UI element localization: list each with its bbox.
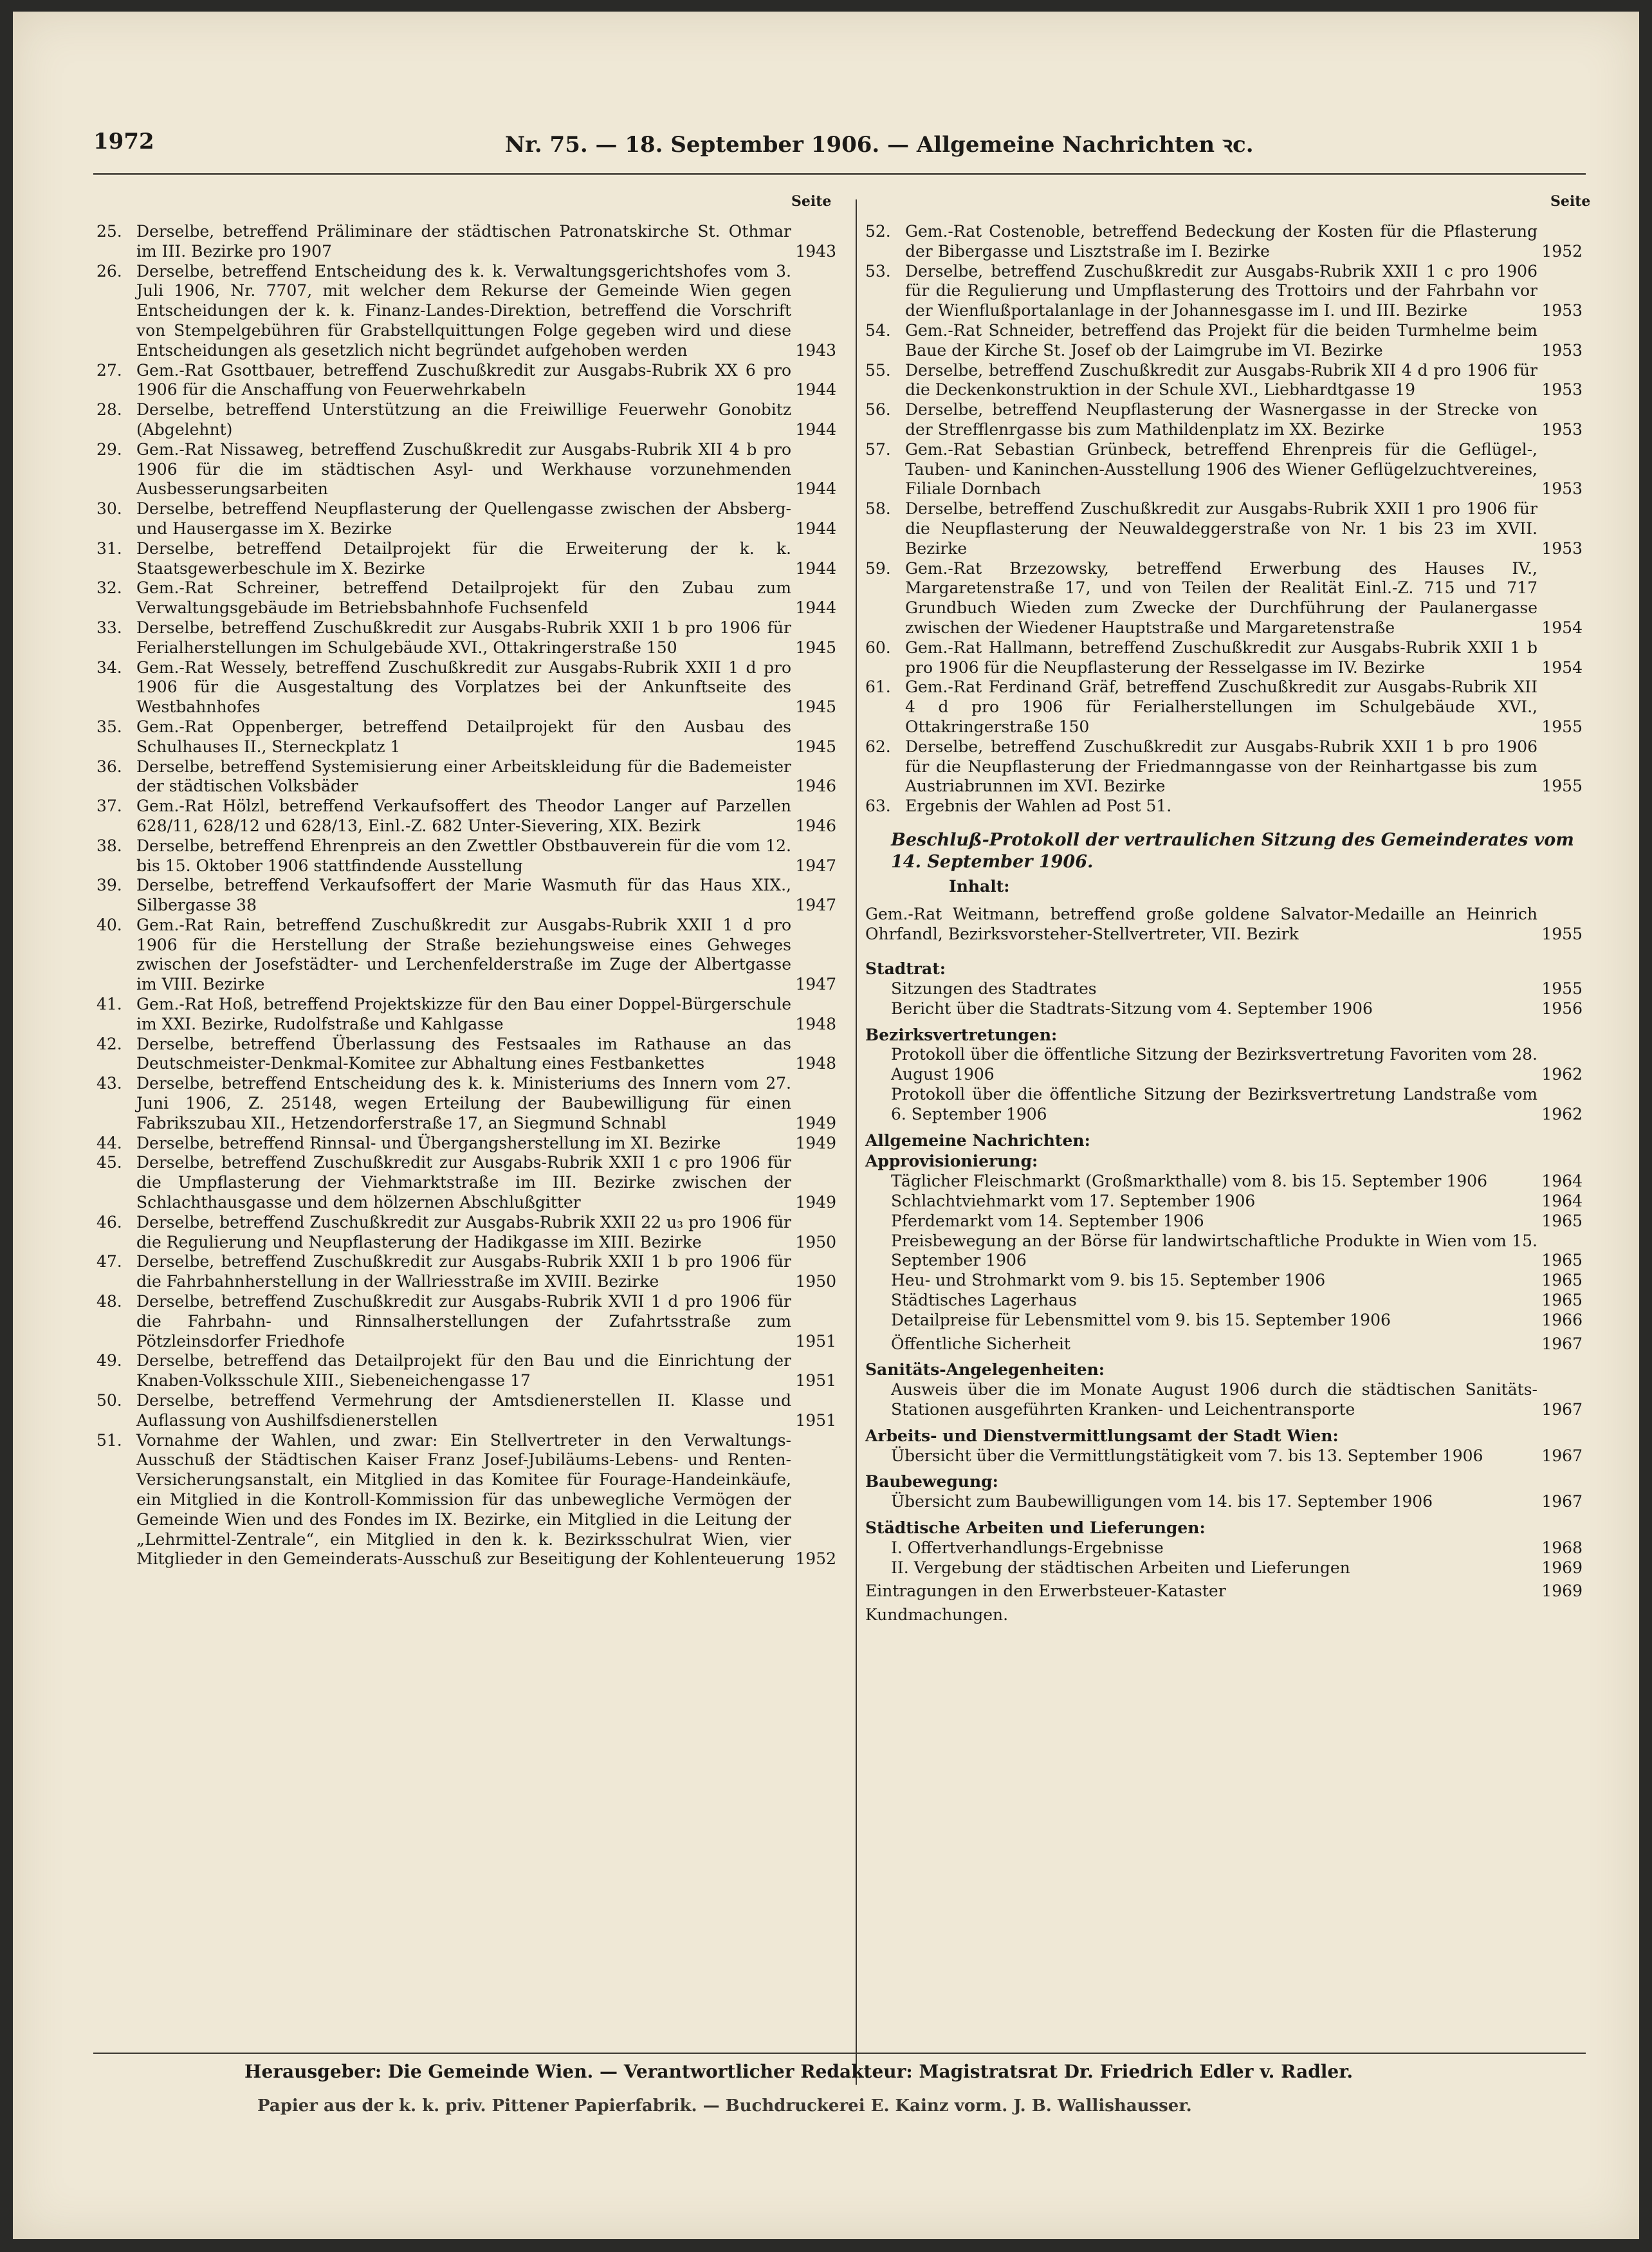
- sicherheit-item: [865, 1334, 1583, 1354]
- bezirk-item: [865, 1045, 1583, 1085]
- toc-entry-text: Derselbe, betreffend Zuschußkredit zur Ausgabs-Rubrik XXII 1 b pro 1906 für die Neupflasterung der Friedmanngasse von der Reinhartgasse bis zum Austriabrunnen im XVI. Bezirke: [905, 737, 1537, 796]
- toc-entry-text: Gem.-Rat Hoß, betreffend Projektskizze für den Bau einer Doppel-Bürgerschule im XXI. Bezirke, Rudolfstraße und Kahlgasse: [136, 995, 791, 1033]
- toc-entry-page: 1944: [795, 479, 836, 499]
- toc-entry: [865, 499, 1583, 558]
- kundmachungen-text: Kundmachungen.: [865, 1605, 1009, 1625]
- approv-item-page: 1965: [1541, 1291, 1583, 1310]
- toc-entry-number: 48.: [96, 1292, 122, 1311]
- toc-entry-page: 1951: [795, 1410, 836, 1430]
- toc-entry-text: Ergebnis der Wahlen ad Post 51.: [905, 797, 1172, 816]
- toc-entry: [96, 1391, 836, 1431]
- toc-entry-text: Derselbe, betreffend Entscheidung des k. k. Verwaltungsgerichtshofes vom 3. Juli 1906, Nr. 7707, mit welcher dem Rekurse der Gemeinde Wien gegen Entscheidungen der k. k. Finanz-Landes-Direktion, betreffend die Vorschrift von Stempelgebühren für Grabstellquittungen Folge gegeben wird und diese Entscheidungen als gesetzlich nicht begründet aufgehoben werden: [136, 261, 791, 360]
- toc-entry-text: Gem.-Rat Rain, betreffend Zuschußkredit zur Ausgabs-Rubrik XXII 1 d pro 1906 für die Herstellung der Straße beziehungsweise eines Gehweges zwischen der Josefstädter- und Lerchenfelderstraße im Zuge der Albertgasse im VIII. Bezirke: [136, 915, 791, 994]
- toc-entry: [96, 1134, 836, 1154]
- toc-entry-number: 43.: [96, 1074, 122, 1093]
- toc-entry-page: 1953: [1541, 479, 1583, 499]
- approv-item: [865, 1271, 1583, 1291]
- toc-entry-page: 1949: [795, 1193, 836, 1212]
- toc-entry-text: Gem.-Rat Costenoble, betreffend Bedeckung der Kosten für die Pflasterung der Bibergasse und Lisztstraße im I. Bezirke: [905, 222, 1537, 261]
- sanitaet-item: [865, 1380, 1583, 1420]
- stadtrat-heading: Stadtrat:: [865, 959, 946, 979]
- page-header: [93, 129, 1586, 167]
- toc-entry: [865, 440, 1583, 499]
- toc-entry-page: 1953: [1541, 340, 1583, 360]
- toc-entry-page: 1948: [795, 1014, 836, 1033]
- sanitaet-heading: Sanitäts-Angelegenheiten:: [865, 1360, 1105, 1380]
- toc-entry-page: 1944: [795, 598, 836, 618]
- toc-entry-page: 1954: [1541, 618, 1583, 637]
- toc-entry: [96, 1035, 836, 1075]
- toc-entry-number: 58.: [865, 499, 891, 519]
- sanitaet-text: Ausweis über die im Monate August 1906 durch die städtischen Sanitäts-Stationen ausgeführten Kranken- und Leichentransporte: [891, 1380, 1537, 1419]
- toc-entry: [865, 222, 1583, 262]
- bau-page: 1967: [1541, 1492, 1583, 1511]
- toc-entry: [96, 876, 836, 916]
- staedt-item: [865, 1558, 1583, 1578]
- toc-entry-number: 52.: [865, 222, 891, 241]
- staedt-item: [865, 1538, 1583, 1558]
- bezirk-item-page: 1962: [1541, 1104, 1583, 1123]
- toc-entry-page: 1946: [795, 816, 836, 835]
- staedt-item-text: II. Vergebung der städtischen Arbeiten und Lieferungen: [891, 1558, 1350, 1577]
- approv-item-page: 1965: [1541, 1251, 1583, 1270]
- toc-entry-text: Derselbe, betreffend Zuschußkredit zur Ausgabs-Rubrik XXII 1 c pro 1906 für die Umpflasterung der Viehmarktstraße im III. Bezirke zwischen der Schlachthausgasse und dem hölzernen Abschlußgitter: [136, 1153, 791, 1212]
- toc-entry-page: 1954: [1541, 658, 1583, 677]
- toc-entry-text: Gem.-Rat Sebastian Grünbeck, betreffend Ehrenpreis für die Geflügel-, Tauben- und Kaninchen-Ausstellung 1906 des Wiener Geflügelzuchtvereines, Filiale Dornbach: [905, 439, 1537, 499]
- page-number: 1972: [93, 129, 154, 154]
- toc-entry-text: Derselbe, betreffend Zuschußkredit zur Ausgabs-Rubrik XXII 1 pro 1906 für die Neupflasterung der Neuwaldeggerstraße von Nr. 1 bis 23 im XVII. Bezirke: [905, 499, 1537, 558]
- toc-entry-number: 31.: [96, 539, 122, 558]
- toc-entry-text: Gem.-Rat Hallmann, betreffend Zuschußkredit zur Ausgabs-Rubrik XXII 1 b pro 1906 für die Neupflasterung der Resselgasse im IV. Bezirke: [905, 638, 1537, 677]
- toc-entry-number: 34.: [96, 658, 122, 677]
- toc-entry: [865, 559, 1583, 638]
- toc-entry-number: 59.: [865, 558, 891, 578]
- footer-rule: [93, 2053, 1586, 2054]
- approv-item: [865, 1232, 1583, 1271]
- approv-item-text: Schlachtviehmarkt vom 17. September 1906: [891, 1192, 1256, 1211]
- bau-item: [865, 1492, 1583, 1512]
- toc-entry-number: 63.: [865, 797, 891, 816]
- bau-heading: Baubewegung:: [865, 1472, 998, 1491]
- toc-entry-number: 49.: [96, 1351, 122, 1371]
- toc-entry: [865, 321, 1583, 361]
- toc-entry-page: 1945: [795, 697, 836, 717]
- toc-entry-page: 1948: [795, 1054, 836, 1073]
- arbeit-item: [865, 1446, 1583, 1466]
- stadtrat-item-text: Bericht über die Stadtrats-Sitzung vom 4. September 1906: [891, 999, 1373, 1018]
- toc-entry: [96, 539, 836, 579]
- staedt-item-text: I. Offertverhandlungs-Ergebnisse: [891, 1538, 1164, 1557]
- toc-entry-number: 44.: [96, 1133, 122, 1152]
- staedt-item-page: 1969: [1541, 1558, 1583, 1577]
- approv-item-page: 1964: [1541, 1172, 1583, 1191]
- toc-entry: [96, 361, 836, 401]
- bezirk-heading: Bezirksvertretungen:: [865, 1025, 1058, 1044]
- eintragungen-item: [865, 1582, 1583, 1601]
- stadtrat-item-text: Sitzungen des Stadtrates: [891, 979, 1097, 999]
- toc-entry-number: 41.: [96, 995, 122, 1014]
- sicherheit-text: Öffentliche Sicherheit: [891, 1334, 1070, 1353]
- toc-entry-text: Gem.-Rat Oppenberger, betreffend Detailprojekt für den Ausbau des Schulhauses II., Sterneckplatz 1: [136, 717, 791, 756]
- toc-entry-text: Gem.-Rat Schneider, betreffend das Projekt für die beiden Turmhelme beim Baue der Kirche St. Josef ob der Laimgrube im VI. Bezirke: [905, 320, 1537, 360]
- toc-entry-page: 1946: [795, 777, 836, 796]
- toc-entry: [865, 361, 1583, 401]
- toc-entry-page: 1944: [795, 380, 836, 400]
- toc-entry-number: 30.: [96, 499, 122, 519]
- toc-entry: [865, 678, 1583, 737]
- eintragungen-text: Eintragungen in den Erwerbsteuer-Kataster: [865, 1582, 1226, 1601]
- kundmachungen: [865, 1605, 1583, 1625]
- bezirk-item-text: Protokoll über die öffentliche Sitzung der Bezirksvertretung Landstraße vom 6. September 1906: [891, 1085, 1537, 1123]
- staedt-heading: Städtische Arbeiten und Lieferungen:: [865, 1518, 1206, 1538]
- toc-entry-number: 54.: [865, 320, 891, 340]
- toc-entry-page: 1949: [795, 1133, 836, 1152]
- approv-item-text: Heu- und Strohmarkt vom 9. bis 15. September 1906: [891, 1271, 1326, 1290]
- toc-entry: [96, 1351, 836, 1391]
- toc-entry: [865, 737, 1583, 797]
- toc-entry-page: 1943: [795, 340, 836, 360]
- toc-entry-number: 62.: [865, 737, 891, 756]
- toc-entry-number: 56.: [865, 400, 891, 420]
- toc-entry-page: 1944: [795, 420, 836, 439]
- toc-entry-number: 38.: [96, 836, 122, 855]
- toc-entry-page: 1953: [1541, 539, 1583, 558]
- toc-entry-page: 1947: [795, 975, 836, 994]
- approv-item: [865, 1192, 1583, 1212]
- approv-item: [865, 1291, 1583, 1311]
- toc-entry-number: 51.: [96, 1430, 122, 1450]
- toc-entry-page: 1947: [795, 896, 836, 915]
- protokoll-heading: Beschluß-Protokoll der vertraulichen Sitzung des Gemeinderates vom 14. September 1906.: [891, 829, 1574, 872]
- toc-entry-text: Derselbe, betreffend Entscheidung des k. k. Ministeriums des Innern vom 27. Juni 1906, Z. 25148, wegen Erteilung der Baubewilligung für einen Fabrikszubau XII., Hetzendorferstraße 17, an Siegmund Schnabl: [136, 1074, 791, 1132]
- toc-entry-number: 29.: [96, 439, 122, 459]
- bezirk-item: [865, 1085, 1583, 1125]
- toc-entry-text: Derselbe, betreffend Vermehrung der Amtsdienerstellen II. Klasse und Auflassung von Aushilfsdienerstellen: [136, 1391, 791, 1430]
- toc-entry: [96, 797, 836, 836]
- toc-entry-text: Derselbe, betreffend Zuschußkredit zur Ausgabs-Rubrik XXII 22 u₃ pro 1906 für die Regulierung und Neupflasterung der Hadikgasse im XIII. Bezirke: [136, 1212, 791, 1251]
- right-column: [865, 222, 1583, 1625]
- toc-entry-number: 28.: [96, 400, 122, 420]
- toc-entry-text: Derselbe, betreffend Zuschußkredit zur Ausgabs-Rubrik XII 4 d pro 1906 für die Deckenkonstruktion in der Schule XVI., Liebhardtgasse 19: [905, 360, 1537, 400]
- stadtrat-item: [865, 979, 1583, 999]
- approv-item-page: 1964: [1541, 1192, 1583, 1211]
- header-rule: [93, 166, 1586, 175]
- right-entries: [865, 222, 1583, 817]
- toc-entry-text: Derselbe, betreffend Verkaufsoffert der Marie Wasmuth für das Haus XIX., Silbergasse 38: [136, 876, 791, 915]
- protokoll-entry: [865, 905, 1583, 945]
- toc-entry-page: 1952: [1541, 241, 1583, 261]
- toc-entry-page: 1944: [795, 519, 836, 538]
- approv-list: [865, 1172, 1583, 1330]
- toc-entry: [96, 1213, 836, 1253]
- toc-entry-text: Derselbe, betreffend Zuschußkredit zur Ausgabs-Rubrik XVII 1 d pro 1906 für die Fahrbahn- und Rinnsalherstellungen der Zufahrtsstraße zum Pötzleinsdorfer Friedhofe: [136, 1292, 791, 1351]
- toc-entry-page: 1955: [1541, 717, 1583, 736]
- toc-entry-page: 1949: [795, 1113, 836, 1132]
- toc-entry-text: Derselbe, betreffend Präliminare der städtischen Patronatskirche St. Othmar im III. Bezirke pro 1907: [136, 222, 791, 261]
- toc-entry-page: 1943: [795, 241, 836, 261]
- allgemeine-heading: Allgemeine Nachrichten:: [865, 1131, 1090, 1150]
- approv-item-page: 1966: [1541, 1310, 1583, 1329]
- staedt-item-page: 1968: [1541, 1538, 1583, 1557]
- toc-entry-number: 45.: [96, 1153, 122, 1172]
- toc-entry: [96, 400, 836, 440]
- toc-entry-text: Gem.-Rat Wessely, betreffend Zuschußkredit zur Ausgabs-Rubrik XXII 1 d pro 1906 für die Ausgestaltung des Vorplatzes bei der Ankunftseite des Westbahnhofes: [136, 658, 791, 717]
- toc-entry-page: 1953: [1541, 380, 1583, 400]
- toc-entry-text: Derselbe, betreffend Ehrenpreis an den Zwettler Obstbauverein für die vom 12. bis 15. Oktober 1906 stattfindende Ausstellung: [136, 836, 791, 875]
- toc-entry: [96, 757, 836, 797]
- toc-entry-text: Vornahme der Wahlen, und zwar: Ein Stellvertreter in den Verwaltungs-Ausschuß der Städtischen Kaiser Franz Josef-Jubiläums-Lebens- und Renten-Versicherungsanstalt, ein Mitglied in das Komitee für Fourage-Handeinkäufe, ein Mitglied in die Kontroll-Kommission für das unbewegliche Vermögen der Gemeinde Wien und des Fondes im IX. Bezirke, ein Mitglied in die Leitung der „Lehrmittel-Zentrale“, ein Mitglied in den k. k. Bezirksschulrat Wien, vier Mitglieder in den Gemeinderats-Ausschuß zur Beseitigung der Kohlenteuerung: [136, 1430, 791, 1569]
- approv-heading: Approvisionierung:: [865, 1152, 1038, 1171]
- toc-entry-text: Derselbe, betreffend Neupflasterung der Wasnergasse in der Strecke von der Strefflenrgasse bis zum Mathildenplatz im XX. Bezirke: [905, 400, 1537, 439]
- toc-entry-number: 39.: [96, 876, 122, 895]
- toc-entry-page: 1945: [795, 737, 836, 756]
- toc-entry-number: 33.: [96, 618, 122, 637]
- inhalt-label: Inhalt:: [949, 876, 1010, 896]
- toc-entry-number: 26.: [96, 261, 122, 281]
- toc-entry-text: Gem.-Rat Nissaweg, betreffend Zuschußkredit zur Ausgabs-Rubrik XII 4 b pro 1906 für die im städtischen Asyl- und Werkhause vorzunehmenden Ausbesserungsarbeiten: [136, 439, 791, 499]
- toc-entry-number: 47.: [96, 1252, 122, 1271]
- toc-entry-text: Derselbe, betreffend Systemisierung einer Arbeitskleidung für die Bademeister der städtischen Volksbäder: [136, 757, 791, 796]
- toc-entry: [865, 262, 1583, 321]
- toc-entry: [96, 995, 836, 1035]
- eintragungen-page: 1969: [1541, 1582, 1583, 1601]
- toc-entry-page: 1944: [795, 558, 836, 578]
- seite-label-left: Seite: [791, 193, 832, 210]
- toc-entry-number: 55.: [865, 360, 891, 380]
- toc-entry: [96, 717, 836, 757]
- approv-item-text: Täglicher Fleischmarkt (Großmarkthalle) vom 8. bis 15. September 1906: [891, 1172, 1487, 1191]
- toc-entry-text: Derselbe, betreffend das Detailprojekt für den Bau und die Einrichtung der Knaben-Volksschule XIII., Siebeneichengasse 17: [136, 1351, 791, 1390]
- approv-item: [865, 1311, 1583, 1331]
- bezirk-item-text: Protokoll über die öffentliche Sitzung der Bezirksvertretung Favoriten vom 28. August 1906: [891, 1045, 1537, 1084]
- toc-entry-text: Gem.-Rat Schreiner, betreffend Detailprojekt für den Zubau zum Verwaltungsgebäude im Betriebsbahnhofe Fuchsenfeld: [136, 578, 791, 618]
- toc-entry-number: 27.: [96, 360, 122, 380]
- toc-entry-page: 1950: [795, 1272, 836, 1291]
- toc-entry: [96, 578, 836, 618]
- toc-entry: [96, 1153, 836, 1212]
- protokoll-entry-page: 1955: [1541, 924, 1583, 943]
- toc-entry-number: 50.: [96, 1391, 122, 1410]
- toc-entry-text: Gem.-Rat Ferdinand Gräf, betreffend Zuschußkredit zur Ausgabs-Rubrik XII 4 d pro 1906 für Ferialherstellungen im Schulgebäude XVI., Ottakringerstraße 150: [905, 678, 1537, 736]
- toc-entry-text: Derselbe, betreffend Überlassung des Festsaales im Rathause an das Deutschmeister-Denkmal-Komitee zur Abhaltung eines Festbankettes: [136, 1034, 791, 1073]
- footer-printer: Papier aus der k. k. priv. Pittener Papierfabrik. — Buchdruckerei E. Kainz vorm. J. B. Wallishausser.: [257, 2096, 1192, 2116]
- left-column: [96, 222, 836, 1569]
- sicherheit-page: 1967: [1541, 1334, 1583, 1353]
- toc-entry-number: 37.: [96, 797, 122, 816]
- footer-publisher: Herausgeber: Die Gemeinde Wien. — Verantwortlicher Redakteur: Magistratsrat Dr. Friedrich Edler v. Radler.: [244, 2061, 1354, 2082]
- approv-item-text: Pferdemarkt vom 14. September 1906: [891, 1211, 1204, 1230]
- approv-item-page: 1965: [1541, 1211, 1583, 1230]
- approv-item-text: Städtisches Lagerhaus: [891, 1291, 1077, 1310]
- toc-entry-text: Gem.-Rat Hölzl, betreffend Verkaufsoffert des Theodor Langer auf Parzellen 628/11, 628/12 und 628/13, Einl.-Z. 682 Unter-Sievering, XIX. Bezirk: [136, 797, 791, 835]
- toc-entry-page: 1950: [795, 1232, 836, 1251]
- toc-entry-page: 1955: [1541, 777, 1583, 796]
- toc-entry-text: Derselbe, betreffend Neupflasterung der Quellengasse zwischen der Absberg- und Hausergasse im X. Bezirke: [136, 499, 791, 538]
- approv-item-text: Detailpreise für Lebensmittel vom 9. bis 15. September 1906: [891, 1310, 1391, 1329]
- toc-entry: [865, 638, 1583, 678]
- toc-entry-number: 61.: [865, 678, 891, 697]
- toc-entry-text: Gem.-Rat Gsottbauer, betreffend Zuschußkredit zur Ausgabs-Rubrik XX 6 pro 1906 für die Anschaffung von Feuerwehrkabeln: [136, 360, 791, 400]
- bau-text: Übersicht zum Baubewilligungen vom 14. bis 17. September 1906: [891, 1492, 1433, 1511]
- stadtrat-item: [865, 999, 1583, 1019]
- toc-entry-page: 1953: [1541, 301, 1583, 320]
- toc-entry-number: 40.: [96, 915, 122, 934]
- toc-entry-text: Derselbe, betreffend Detailprojekt für die Erweiterung der k. k. Staatsgewerbeschule im X. Bezirke: [136, 539, 791, 578]
- arbeit-page: 1967: [1541, 1446, 1583, 1465]
- toc-entry-number: 25.: [96, 222, 122, 241]
- seite-label-right: Seite: [1550, 193, 1591, 210]
- toc-entry: [96, 1252, 836, 1292]
- toc-entry-number: 57.: [865, 439, 891, 459]
- bezirk-item-page: 1962: [1541, 1065, 1583, 1084]
- toc-entry-number: 35.: [96, 717, 122, 736]
- toc-entry-page: 1953: [1541, 420, 1583, 439]
- stadtrat-item-page: 1956: [1541, 999, 1583, 1018]
- toc-entry: [865, 797, 1583, 817]
- toc-entry: [96, 618, 836, 658]
- toc-entry: [96, 658, 836, 717]
- toc-entry-number: 60.: [865, 638, 891, 657]
- toc-entry: [865, 400, 1583, 440]
- arbeit-text: Übersicht über die Vermittlungstätigkeit vom 7. bis 13. September 1906: [891, 1446, 1483, 1465]
- toc-entry-text: Derselbe, betreffend Zuschußkredit zur Ausgabs-Rubrik XXII 1 c pro 1906 für die Regulierung und Umpflasterung des Trottoirs und der Fahrbahn vor der Wienflußportalanlage in der Johannesgasse im I. und III. Bezirke: [905, 261, 1537, 320]
- toc-entry-text: Derselbe, betreffend Rinnsal- und Übergangsherstellung im XI. Bezirke: [136, 1133, 721, 1152]
- toc-entry-page: 1951: [795, 1331, 836, 1351]
- approv-item: [865, 1212, 1583, 1232]
- toc-entry-text: Derselbe, betreffend Unterstützung an die Freiwillige Feuerwehr Gonobitz (Abgelehnt): [136, 400, 791, 439]
- protokoll-entry-text: Gem.-Rat Weitmann, betreffend große goldene Salvator-Medaille an Heinrich Ohrfandl, Bezirksvorsteher-Stellvertreter, VII. Bezirk: [865, 904, 1537, 943]
- column-divider: [856, 199, 857, 2085]
- toc-entry-page: 1945: [795, 638, 836, 657]
- toc-entry-number: 42.: [96, 1034, 122, 1053]
- toc-entry: [96, 1431, 836, 1570]
- toc-entry-number: 53.: [865, 261, 891, 281]
- sanitaet-page: 1967: [1541, 1400, 1583, 1419]
- arbeit-heading: Arbeits- und Dienstvermittlungsamt der Stadt Wien:: [865, 1426, 1339, 1445]
- toc-entry-page: 1947: [795, 856, 836, 875]
- toc-entry-number: 46.: [96, 1212, 122, 1232]
- toc-entry: [96, 1074, 836, 1133]
- toc-entry: [96, 499, 836, 539]
- approv-item-text: Preisbewegung an der Börse für landwirtschaftliche Produkte in Wien vom 15. September 1906: [891, 1231, 1537, 1270]
- toc-entry: [96, 916, 836, 995]
- running-title: Nr. 75. — 18. September 1906. — Allgemeine Nachrichten ꝛc.: [505, 132, 1254, 158]
- toc-entry: [96, 1292, 836, 1351]
- toc-entry-number: 36.: [96, 757, 122, 776]
- toc-entry-page: 1952: [795, 1549, 836, 1569]
- toc-entry-text: Gem.-Rat Brzezowsky, betreffend Erwerbung des Hauses IV., Margaretenstraße 17, und von Teilen der Realität Einl.-Z. 715 und 717 Grundbuch Wieden zum Zwecke der Durchführung der Paulanergasse zwischen der Wiedener Hauptstraße und Margaretenstraße: [905, 558, 1537, 637]
- toc-entry: [96, 836, 836, 876]
- approv-item-page: 1965: [1541, 1271, 1583, 1290]
- toc-entry-text: Derselbe, betreffend Zuschußkredit zur Ausgabs-Rubrik XXII 1 b pro 1906 für Ferialherstellungen im Schulgebäude XVI., Ottakringerstraße 150: [136, 618, 791, 657]
- toc-entry-number: 32.: [96, 578, 122, 598]
- toc-entry-text: Derselbe, betreffend Zuschußkredit zur Ausgabs-Rubrik XXII 1 b pro 1906 für die Fahrbahnherstellung in der Wallriesstraße im XVIII. Bezirke: [136, 1252, 791, 1291]
- toc-entry: [96, 440, 836, 499]
- stadtrat-item-page: 1955: [1541, 979, 1583, 999]
- toc-entry: [96, 262, 836, 361]
- toc-entry-page: 1951: [795, 1371, 836, 1390]
- toc-entry: [96, 222, 836, 262]
- approv-item: [865, 1172, 1583, 1192]
